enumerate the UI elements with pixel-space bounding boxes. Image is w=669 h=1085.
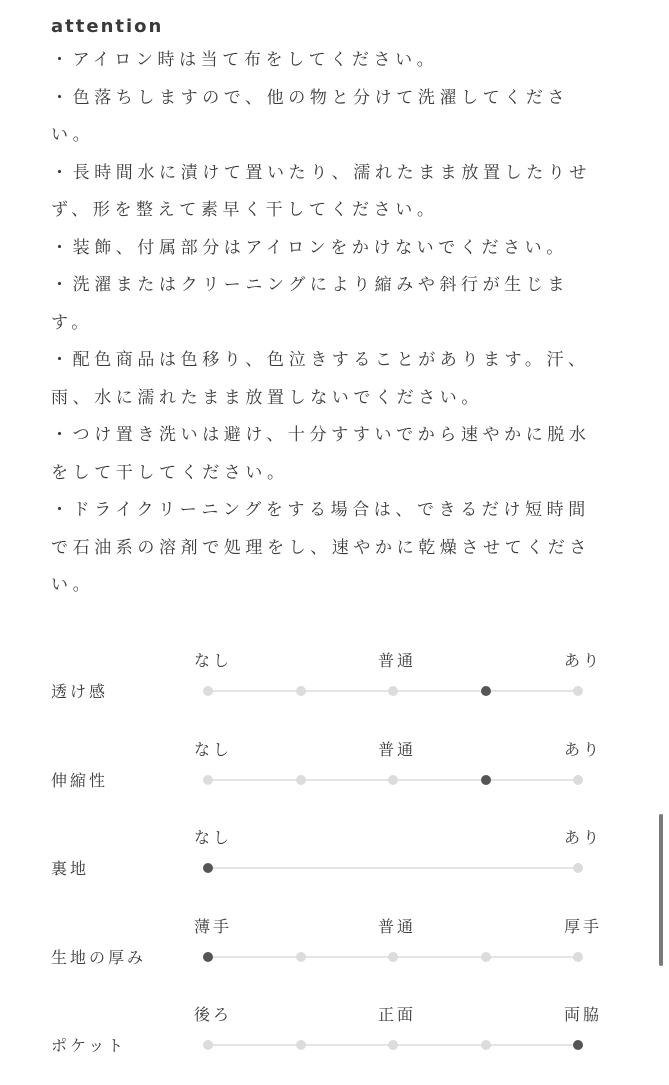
- spec-label: 生地の厚み: [51, 947, 147, 967]
- fabric-specs: [0, 642, 669, 1085]
- scale-dot: [203, 686, 213, 696]
- attention-note-line: ず、形を整えて素早く干してください。: [51, 200, 439, 220]
- spec-row: [0, 642, 669, 731]
- scale-label-high: 両脇: [563, 1005, 603, 1024]
- attention-note: [51, 417, 611, 492]
- scale-dot: [573, 686, 583, 696]
- spec-label: ポケット: [51, 1036, 127, 1055]
- spec-row: [0, 908, 669, 997]
- scale-dot: [388, 952, 398, 962]
- attention-note: [51, 42, 611, 80]
- attention-note: [51, 492, 611, 605]
- spec-label: 裏地: [51, 859, 90, 878]
- spec-row: [0, 996, 669, 1085]
- scale-dot: [203, 1040, 213, 1050]
- scale-track: [208, 690, 578, 692]
- scale-label-high: あり: [563, 651, 603, 670]
- attention-note-line: をして干してください。: [51, 462, 289, 483]
- scale-dot: [573, 952, 583, 962]
- attention-note: [51, 80, 611, 155]
- scale-dot: [388, 686, 398, 696]
- scale-dot: [573, 863, 583, 873]
- scale-dot-selected: [203, 863, 213, 873]
- scale-label-mid: 普通: [377, 916, 417, 936]
- scale-labels: [0, 648, 669, 670]
- scrollbar-thumb[interactable]: [659, 814, 663, 966]
- scale-labels: [0, 825, 669, 847]
- attention-note-line: ・ドライクリーニングをする場合は、できるだけ短時間: [51, 500, 590, 520]
- scale-label-mid: 普通: [377, 651, 417, 670]
- scale-labels: [0, 914, 669, 936]
- spec-label: 透け感: [51, 682, 109, 701]
- attention-note: [51, 342, 611, 417]
- scale-dot-selected: [573, 1040, 583, 1050]
- scale-label-low: なし: [193, 739, 233, 759]
- scale-dot-selected: [203, 952, 213, 962]
- scale-dot: [203, 775, 213, 785]
- scale-dot: [296, 1040, 306, 1050]
- attention-title: attention: [51, 16, 164, 37]
- scale-dot-selected: [481, 686, 491, 696]
- scale-dot-selected: [481, 775, 491, 785]
- scale-label-low: 薄手: [193, 916, 233, 936]
- scale-dot: [296, 686, 306, 696]
- attention-note-line: い。: [51, 125, 95, 145]
- scale-label-mid: 普通: [377, 739, 417, 759]
- scale-labels: [0, 1002, 669, 1024]
- scale-dot: [388, 1040, 398, 1050]
- scale-label-mid: 正面: [377, 1005, 417, 1024]
- attention-note-line: ・装飾、付属部分はアイロンをかけないでください。: [51, 237, 568, 258]
- scale-track: [208, 1044, 578, 1046]
- scale-label-high: 厚手: [563, 916, 603, 936]
- attention-note-line: で石油系の溶剤で処理をし、速やかに乾燥させてくださ: [51, 537, 591, 558]
- scale-track: [208, 779, 578, 781]
- scale-label-high: あり: [563, 739, 603, 759]
- scale-dot: [296, 775, 306, 785]
- scale-labels: [0, 737, 669, 759]
- attention-note-line: ・色落ちしますので、他の物と分けて洗濯してくださ: [51, 87, 570, 108]
- scale-dot: [481, 952, 491, 962]
- scale-label-low: なし: [193, 828, 233, 847]
- attention-note-line: ・つけ置き洗いは避け、十分すすいでから速やかに脱水: [51, 425, 591, 445]
- scale-track: [208, 956, 578, 958]
- attention-note-line: ・アイロン時は当て布をしてください。: [51, 50, 439, 70]
- scale-dot: [296, 952, 306, 962]
- spec-row: [0, 819, 669, 908]
- spec-row: [0, 731, 669, 820]
- scale-track: [208, 867, 578, 869]
- scale-dot: [481, 1040, 491, 1050]
- attention-note-line: ・配色商品は色移り、色泣きすることがあります。汗、: [51, 350, 590, 370]
- spec-label: 伸縮性: [51, 770, 109, 790]
- attention-note-line: ・長時間水に漬けて置いたり、濡れたまま放置したりせ: [51, 162, 591, 183]
- attention-section: [51, 12, 611, 605]
- attention-note-line: 雨、水に濡れたまま放置しないでください。: [51, 387, 483, 408]
- attention-note-line: す。: [51, 312, 93, 333]
- scale-label-low: なし: [193, 651, 233, 670]
- scale-dot: [573, 775, 583, 785]
- attention-note: [51, 155, 611, 230]
- attention-note-line: い。: [51, 575, 95, 595]
- scale-dot: [388, 775, 398, 785]
- attention-note: [51, 267, 611, 342]
- attention-note: [51, 230, 611, 268]
- attention-notes: [51, 42, 611, 605]
- scale-label-high: あり: [563, 828, 603, 847]
- scale-label-low: 後ろ: [193, 1005, 233, 1024]
- attention-note-line: ・洗濯またはクリーニングにより縮みや斜行が生じま: [51, 275, 570, 295]
